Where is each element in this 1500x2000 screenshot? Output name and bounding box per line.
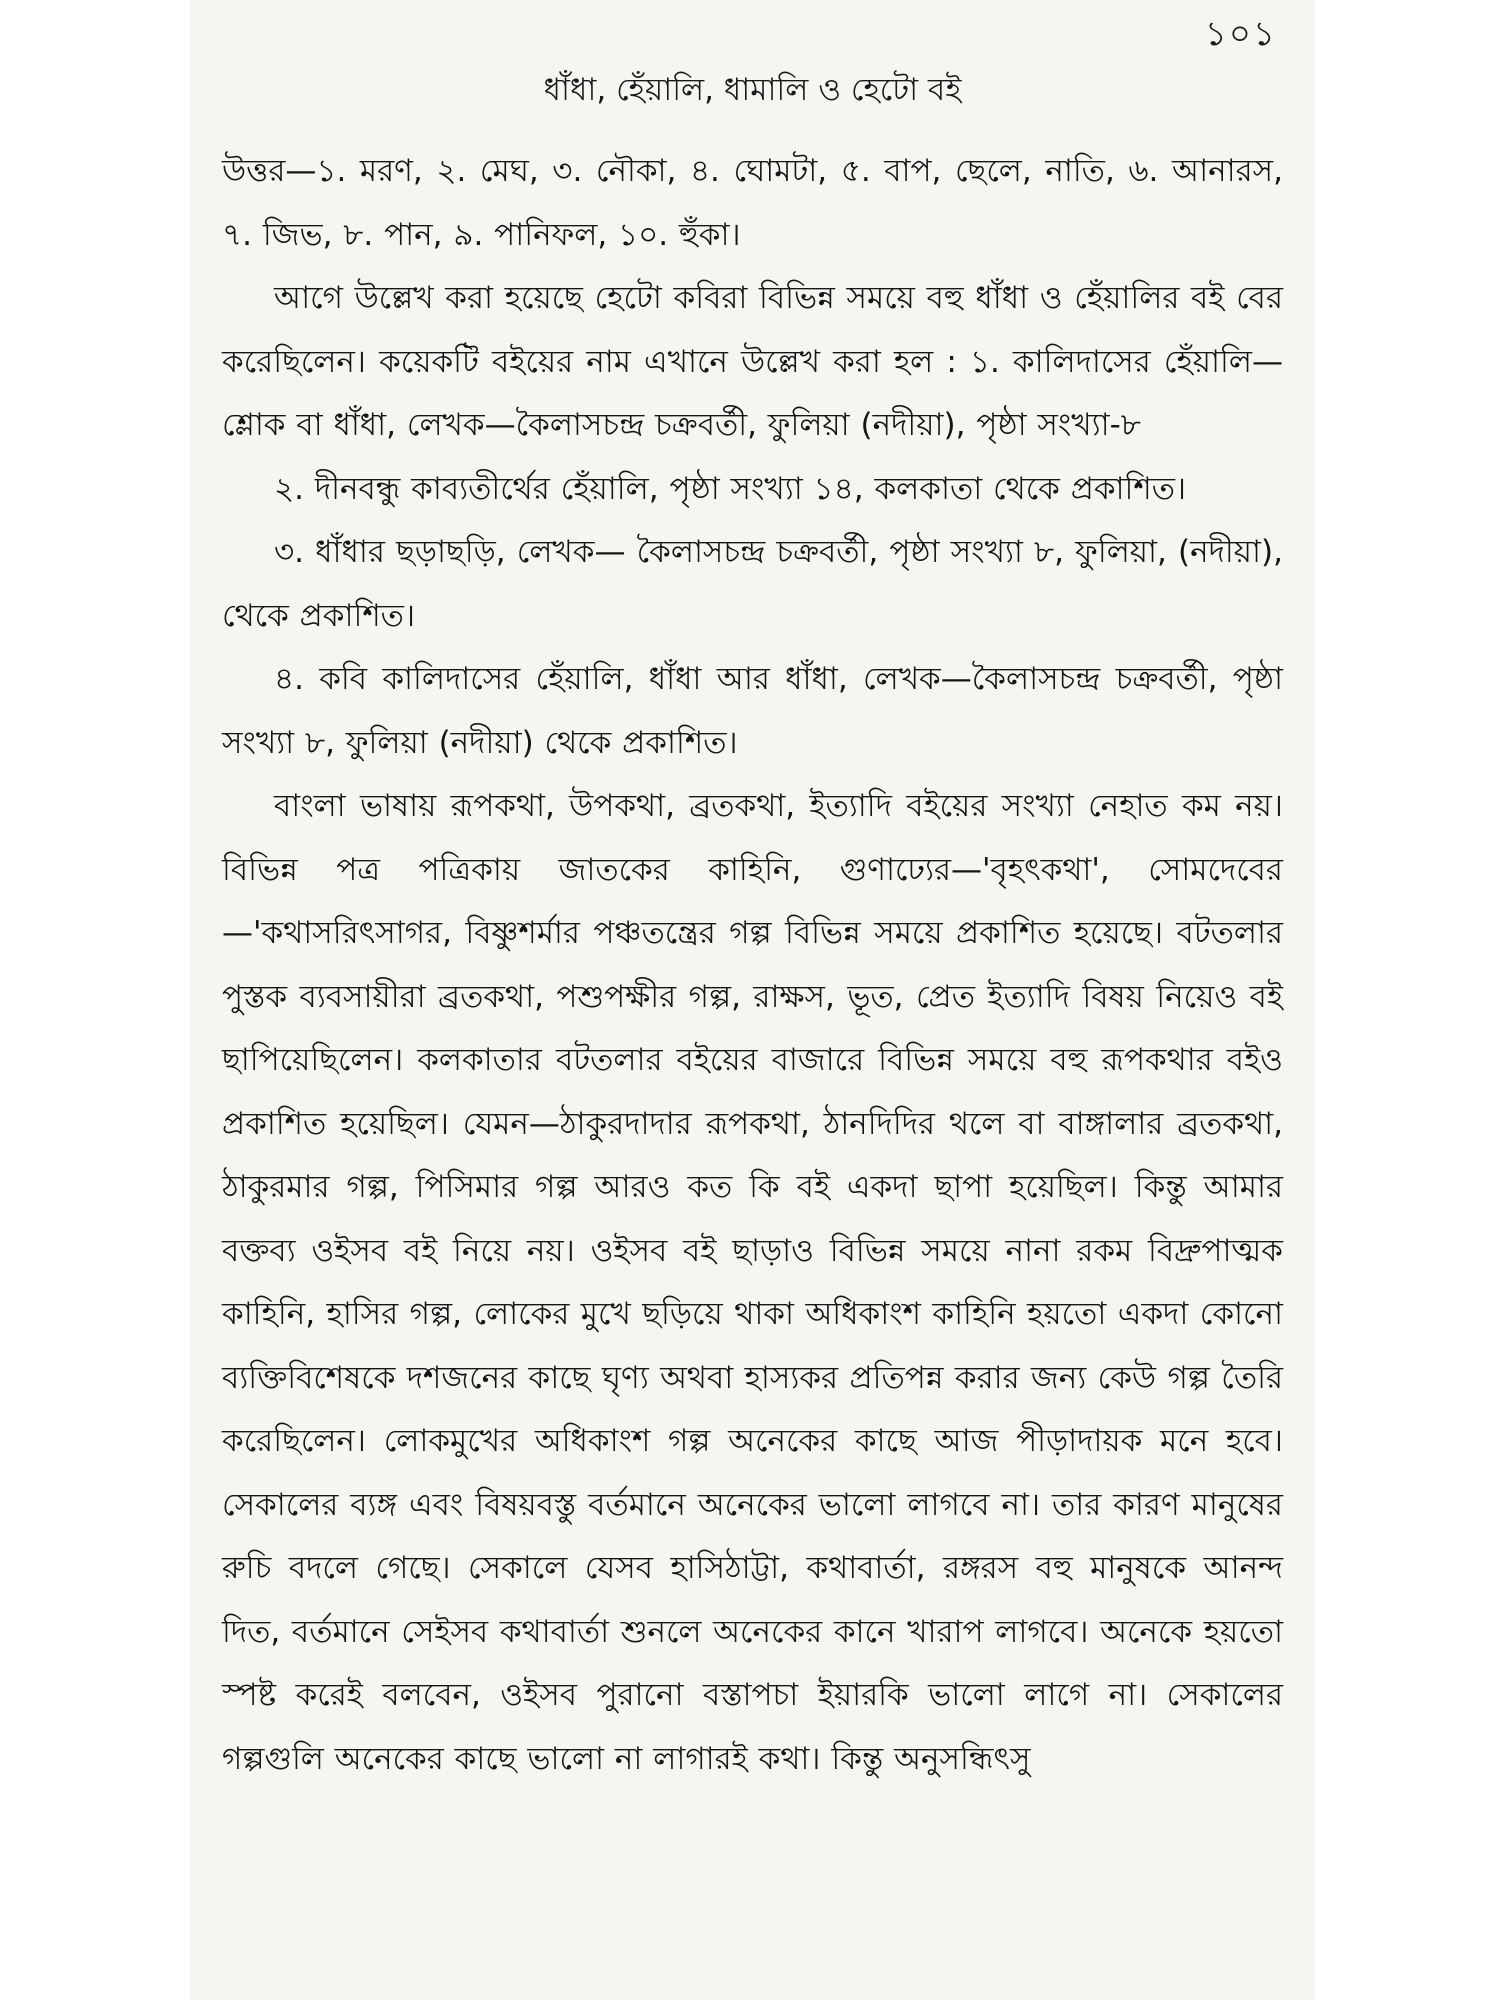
book-page xyxy=(190,0,1315,2000)
paragraph-book-3: ৩. ধাঁধার ছড়াছড়ি, লেখক— কৈলাসচন্দ্র চক্রবর্তী, পৃষ্ঠা সংখ্যা ৮, ফুলিয়া, (নদীয়া), থেকে প্রকাশিত। xyxy=(222,534,1283,634)
paragraph-answers: উত্তর—১. মরণ, ২. মেঘ, ৩. নৌকা, ৪. ঘোমটা, ৫. বাপ, ছেলে, নাতি, ৬. আনারস, ৭. জিভ, ৮. পান, ৯. পানিফল, ১০. হুঁকা। xyxy=(222,153,1283,253)
paragraph-folktales: বাংলা ভাষায় রূপকথা, উপকথা, ব্রতকথা, ইত্যাদি বইয়ের সংখ্যা নেহাত কম নয়। বিভিন্ন পত্র পত্রিকায় জাতকের কাহিনি, গুণাঢ্যের—'বৃহৎকথা', সোমদেবের—'কথাসরিৎসাগর, বিষ্ণুশর্মার পঞ্চতন্ত্রের গল্প বিভিন্ন সময়ে প্রকাশিত হয়েছে। বটতলার পুস্তক ব্যবসায়ীরা ব্রতকথা, পশুপক্ষীর গল্প, রাক্ষস, ভূত, প্রেত ইত্যাদি বিষয় নিয়েও বই ছাপিয়েছিলেন। কলকাতার বটতলার বইয়ের বাজারে বিভিন্ন সময়ে বহু রূপকথার বইও প্রকাশিত হয়েছিল। যেমন—ঠাকুরদাদার রূপকথা, ঠানদিদির থলে বা বাঙ্গালার ব্রতকথা, ঠাকুরমার গল্প, পিসিমার গল্প আরও কত কি বই একদা ছাপা হয়েছিল। কিন্তু আমার বক্তব্য ওইসব বই নিয়ে নয়। ওইসব বই ছাড়াও বিভিন্ন সময়ে নানা রকম বিদ্রুপাত্মক কাহিনি, হাসির গল্প, লোকের মুখে ছড়িয়ে থাকা অধিকাংশ কাহিনি হয়তো একদা কোনো ব্যক্তিবিশেষকে দশজনের কাছে ঘৃণ্য অথবা হাস্যকর প্রতিপন্ন করার জন্য কেউ গল্প তৈরি করেছিলেন। লোকমুখের অধিকাংশ গল্প অনেকের কাছে আজ পীড়াদায়ক মনে হবে। সেকালের ব্যঙ্গ এবং বিষয়বস্তু বর্তমানে অনেকের ভালো লাগবে না। তার কারণ মানুষের রুচি বদলে গেছে। সেকালে যেসব হাসিঠাট্টা, কথাবার্তা, রঙ্গরস বহু মানুষকে আনন্দ দিত, বর্তমানে সেইসব কথাবার্তা শুনলে অনেকের কানে খারাপ লাগবে। অনেকে হয়তো স্পষ্ট করেই বলবেন, ওইসব পুরানো বস্তাপচা ইয়ারকি ভালো লাগে না। সেকালের গল্পগুলি অনেকের কাছে ভালো না লাগারই কথা। কিন্তু অনুসন্ধিৎসু xyxy=(222,788,1283,1777)
running-head: ধাঁধা, হেঁয়ালি, ধামালি ও হেটো বই xyxy=(543,72,962,108)
body-text xyxy=(222,140,1283,1791)
paragraph-book-2: ২. দীনবন্ধু কাব্যতীর্থের হেঁয়ালি, পৃষ্ঠা সংখ্যা ১৪, কলকাতা থেকে প্রকাশিত। xyxy=(274,470,1187,507)
paragraph-book-list-intro: আগে উল্লেখ করা হয়েছে হেটো কবিরা বিভিন্ন সময়ে বহু ধাঁধা ও হেঁয়ালির বই বের করেছিলেন। কয়েকটি বইয়ের নাম এখানে উল্লেখ করা হল : ১. কালিদাসের হেঁয়ালি—শ্লোক বা ধাঁধা, লেখক—কৈলাসচন্দ্র চক্রবর্তী, ফুলিয়া (নদীয়া), পৃষ্ঠা সংখ্যা-৮ xyxy=(222,280,1283,443)
page-number: ১০১ xyxy=(1204,14,1277,54)
paragraph-book-4: ৪. কবি কালিদাসের হেঁয়ালি, ধাঁধা আর ধাঁধা, লেখক—কৈলাসচন্দ্র চক্রবর্তী, পৃষ্ঠা সংখ্যা ৮, ফুলিয়া (নদীয়া) থেকে প্রকাশিত। xyxy=(222,661,1283,761)
